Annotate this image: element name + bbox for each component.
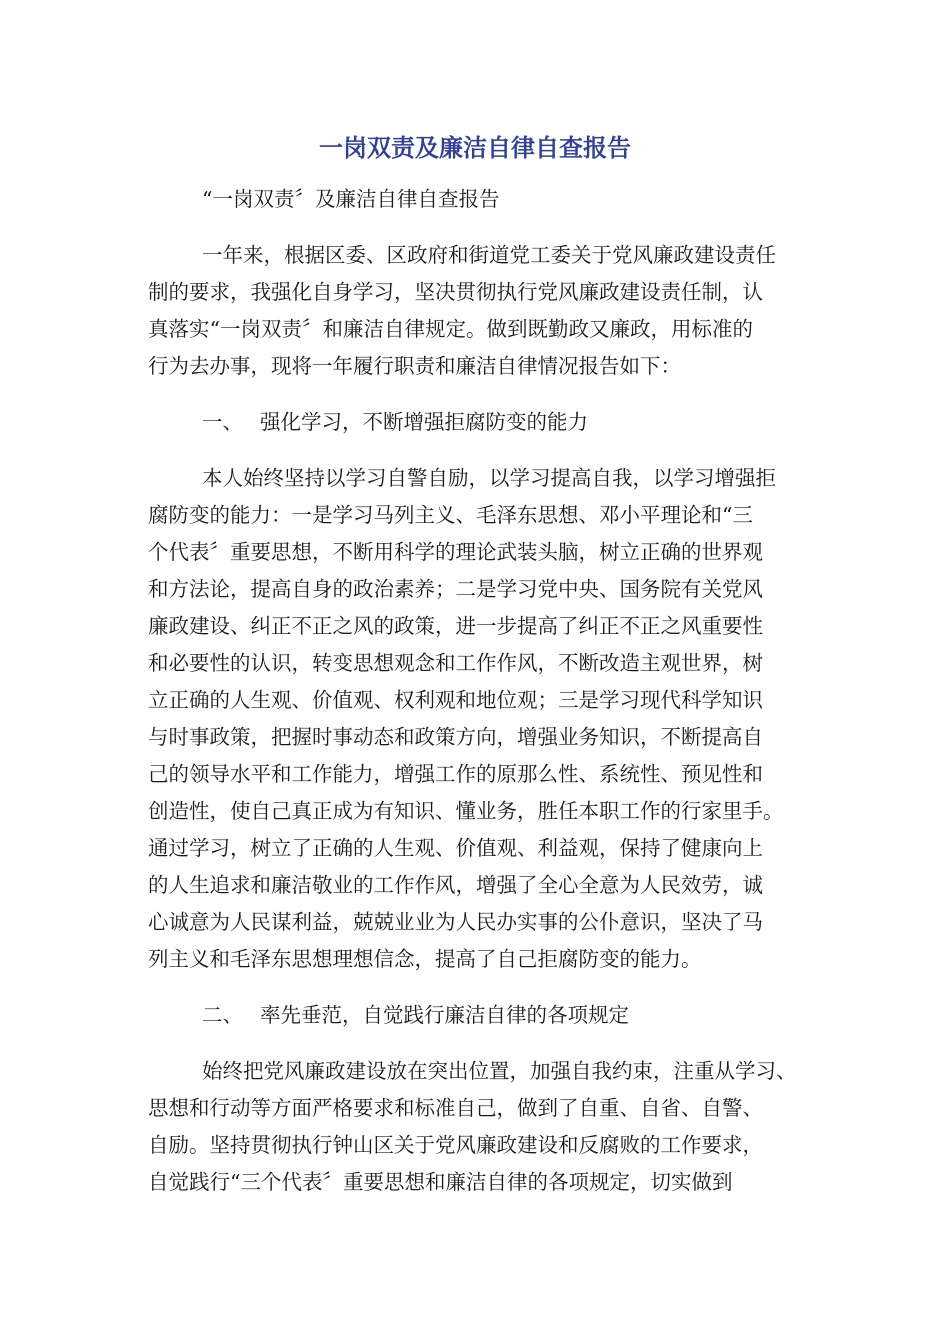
intro-paragraph [148,237,828,385]
text-line: 列主义和毛泽东思想理想信念，提高了自己拒腐防变的能力。 [148,947,702,971]
section2-paragraph [148,1053,828,1201]
text-line: 思想和行动等方面严格要求和标准自己，做到了自重、自省、自警、 [148,1096,763,1120]
section1-number: 一、 [202,410,243,434]
text-line: 一年来，根据区委、区政府和街道党工委关于党风廉政建设责任 [202,243,776,267]
text-line: 本人始终坚持以学习自警自励，以学习提高自我，以学习增强拒 [202,466,776,490]
section1-paragraph [148,460,828,978]
paragraph-gap [148,385,828,404]
text-line: 己的领导水平和工作能力，增强工作的原那么性、系统性、预见性和 [148,762,763,786]
paragraph-gap [148,1034,828,1053]
document-title: 一岗双责及廉洁自律自查报告 [319,134,631,162]
text-line: 真落实“一岗双责〞和廉洁自律规定。做到既勤政又廉政，用标准的 [148,317,753,341]
text-line: 和必要性的认识，转变思想观念和工作作风，不断改造主观世界，树 [148,651,763,675]
section1-heading-text: 强化学习，不断增强拒腐防变的能力 [260,410,588,434]
text-line: 心诚意为人民谋利益，兢兢业业为人民办实事的公仆意识，坚决了马 [148,910,763,934]
text-line: 腐防变的能力：一是学习马列主义、毛泽东思想、邓小平理论和“三 [148,503,753,527]
paragraph-gap [148,218,828,237]
text-line: 行为去办事，现将一年履行职责和廉洁自律情况报告如下： [148,354,681,378]
text-line: 的人生追求和廉洁敬业的工作作风，增强了全心全意为人民效劳，诚 [148,873,763,897]
text-line: 和方法论，提高自身的政治素养；二是学习党中央、国务院有关党风 [148,577,763,601]
text-line: 通过学习，树立了正确的人生观、价值观、利益观，保持了健康向上 [148,836,763,860]
text-line: 与时事政策，把握时事动态和政策方向，增强业务知识，不断提高自 [148,725,763,749]
text-line: 廉政建设、纠正不正之风的政策，进一步提高了纠正不正之风重要性 [148,614,763,638]
text-line: 立正确的人生观、价值观、权利观和地位观；三是学习现代科学知识 [148,688,763,712]
text-line: 自觉践行“三个代表〞重要思想和廉洁自律的各项规定，切实做到 [148,1170,733,1194]
paragraph-gap [148,978,828,997]
section2-heading [148,997,828,1034]
text-line: 个代表〞重要思想，不断用科学的理论武装头脑，树立正确的世界观 [148,540,763,564]
section2-number: 二、 [202,1003,243,1027]
text-line: 制的要求，我强化自身学习，坚决贯彻执行党风廉政建设责任制，认 [148,280,763,304]
text-line: 自励。坚持贯彻执行钟山区关于党风廉政建设和反腐败的工作要求， [148,1133,763,1157]
section2-heading-text: 率先垂范，自觉践行廉洁自律的各项规定 [260,1003,629,1027]
document-body [148,181,828,1201]
section1-heading [148,404,828,441]
paragraph-gap [148,441,828,460]
text-line: 创造性，使自己真正成为有知识、懂业务，胜任本职工作的行家里手。 [148,799,784,823]
document-subtitle: “一岗双责〞及廉洁自律自查报告 [202,187,500,211]
text-line: 始终把党风廉政建设放在突出位置，加强自我约束，注重从学习、 [202,1059,797,1083]
